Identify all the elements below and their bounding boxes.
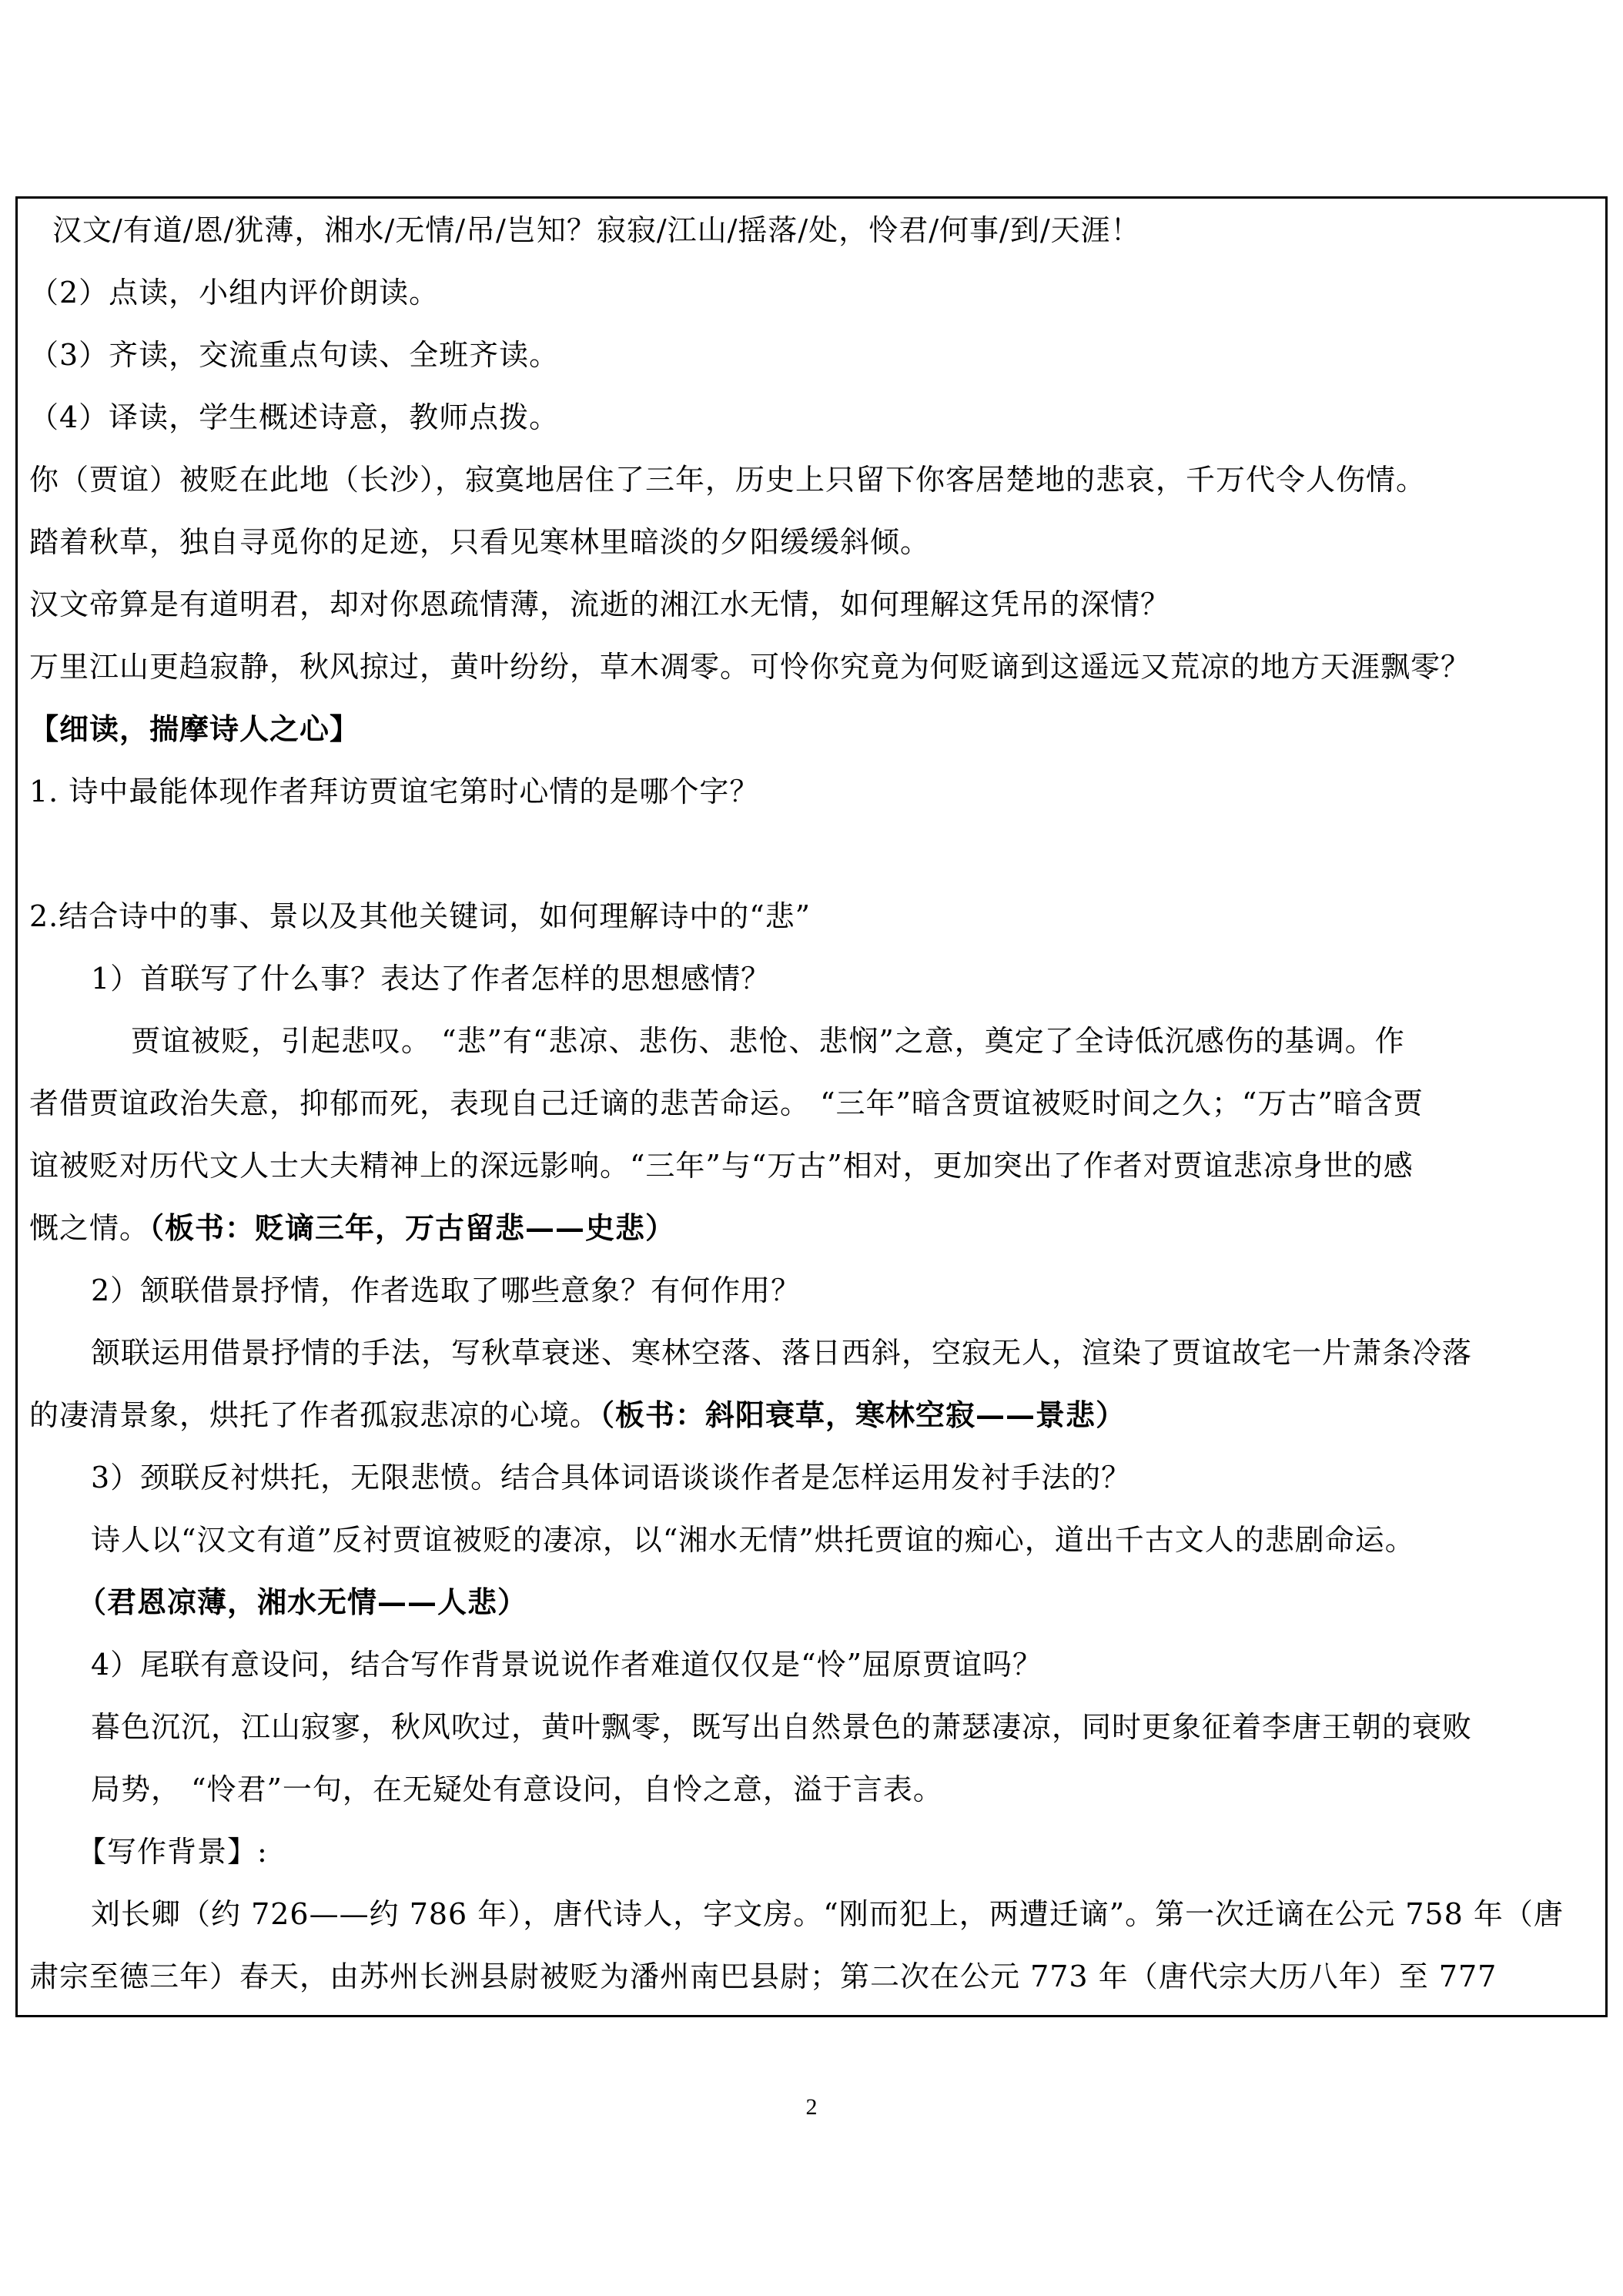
background-text-line: 肃宗至德三年）春天，由苏州长洲县尉被贬为潘州南巴县尉；第二次在公元 773 年（唐代宗大历八年）至 777 xyxy=(29,1960,1498,1993)
sub-question-first-couplet: 1）首联写了什么事？表达了作者怎样的思想感情？ xyxy=(91,962,771,996)
translation-line: 你（贾谊）被贬在此地（长沙），寂寞地居住了三年，历史上只留下你客居楚地的悲哀，千万代令人伤情。 xyxy=(29,463,1427,497)
translation-line: 汉文帝算是有道明君，却对你恩疏情薄，流逝的湘江水无情，如何理解这凭吊的深情？ xyxy=(29,587,1171,621)
question-1: 1. 诗中最能体现作者拜访贾谊宅第时心情的是哪个字？ xyxy=(29,775,760,808)
translation-line: 万里江山更趋寂静，秋风掠过，黄叶纷纷，草木凋零。可怜你究竟为何贬谪到这遥远又荒凉的地方天涯飘零？ xyxy=(29,650,1471,684)
poem-pause-line: 汉文/有道/恩/犹薄，湘水/无情/吊/岂知？寂寂/江山/摇落/处，怜君/何事/到/天涯！ xyxy=(52,213,1141,247)
page-number: 2 xyxy=(805,2094,818,2120)
sub-question-last-couplet: 4）尾联有意设问，结合写作背景说说作者难道仅仅是“怜”屈原贾谊吗？ xyxy=(91,1648,1043,1682)
answer-line: 贾谊被贬，引起悲叹。 “悲”有“悲凉、悲伤、悲怆、悲悯”之意，奠定了全诗低沉感伤的基调。作 xyxy=(131,1024,1405,1058)
answer-line: 暮色沉沉，江山寂寥，秋风吹过，黄叶飘零，既写出自然景色的萧瑟凄凉，同时更象征着李唐王朝的衰败 xyxy=(91,1710,1473,1744)
answer-text: 慨之情。 xyxy=(29,1211,150,1245)
step-4-translation-reading: （4）译读，学生概述诗意，教师点拨。 xyxy=(29,400,560,434)
answer-line: 局势， “怜君”一句，在无疑处有意设问，自怜之意，溢于言表。 xyxy=(91,1772,943,1806)
sub-question-third-couplet: 3）颈联反衬烘托，无限悲愤。结合具体词语谈谈作者是怎样运用发衬手法的？ xyxy=(91,1461,1132,1494)
blackboard-note-scenery: （板书：斜阳衰草，寒林空寂——景悲） xyxy=(600,1397,1126,1432)
background-text-line: 刘长卿（约 726——约 786 年），唐代诗人，字文房。“刚而犯上，两遭迁谪”。第一次迁谪在公元 758 年（唐 xyxy=(91,1897,1564,1931)
answer-line: 谊被贬对历代文人士大夫精神上的深远影响。“三年”与“万古”相对，更加突出了作者对贾谊悲凉身世的感 xyxy=(29,1149,1414,1183)
blackboard-note-people: （君恩凉薄，湘水无情——人悲） xyxy=(77,1585,528,1619)
question-2: 2.结合诗中的事、景以及其他关键词，如何理解诗中的“悲” xyxy=(29,899,812,933)
section-heading-close-reading: 【细读，揣摩诗人之心】 xyxy=(29,711,360,746)
answer-line: 者借贾谊政治失意，抑郁而死，表现自己迁谪的悲苦命运。 “三年”暗含贾谊被贬时间之久；“万古”暗含贾 xyxy=(29,1086,1424,1120)
answer-line xyxy=(29,1397,1126,1433)
step-3-group-reading: （3）齐读，交流重点句读、全班齐读。 xyxy=(29,338,560,372)
answer-text: 的凄清景象，烘托了作者孤寂悲凉的心境。 xyxy=(29,1398,601,1432)
answer-line xyxy=(29,1210,675,1246)
sub-question-second-couplet: 2）颔联借景抒情，作者选取了哪些意象？有何作用？ xyxy=(91,1274,801,1307)
step-2-dot-reading: （2）点读，小组内评价朗读。 xyxy=(29,276,440,310)
blackboard-note-history: （板书：贬谪三年，万古留悲——史悲） xyxy=(149,1210,676,1245)
answer-line: 颔联运用借景抒情的手法，写秋草衰迷、寒林空落、落日西斜，空寂无人，渲染了贾谊故宅一片萧条冷落 xyxy=(91,1336,1473,1370)
answer-line: 诗人以“汉文有道”反衬贾谊被贬的凄凉，以“湘水无情”烘托贾谊的痴心，道出千古文人的悲剧命运。 xyxy=(91,1523,1415,1557)
section-heading-background: 【写作背景】: xyxy=(77,1835,268,1869)
translation-line: 踏着秋草，独自寻觅你的足迹，只看见寒林里暗淡的夕阳缓缓斜倾。 xyxy=(29,525,931,559)
